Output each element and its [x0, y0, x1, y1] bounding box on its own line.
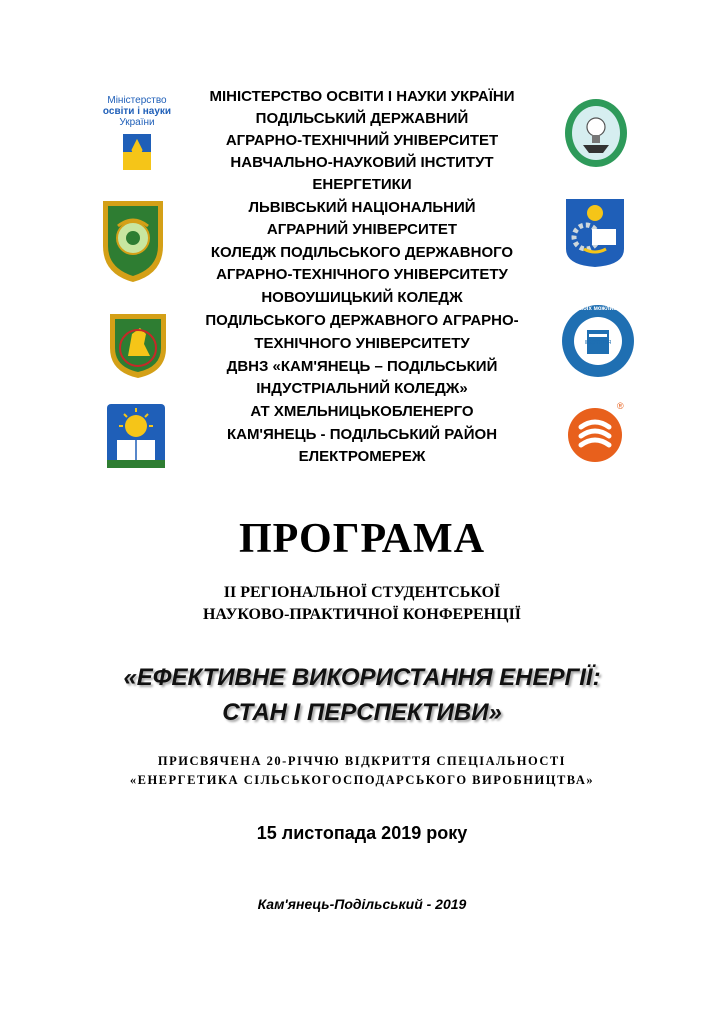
org-line: КАМ'ЯНЕЦЬ - ПОДІЛЬСЬКИЙ РАЙОН — [226, 426, 498, 443]
region-coat-of-arms-logo — [105, 402, 167, 470]
place-and-year: Кам'янець-Подільський - 2019 — [257, 896, 467, 912]
podillia-university-logo — [564, 197, 626, 269]
org-line: ПОДІЛЬСЬКОГО ДЕРЖАВНОГО АГРАРНО- — [205, 312, 519, 329]
shield-crest-icon — [98, 196, 168, 284]
ministry-logo — [102, 95, 172, 179]
ministry-logo-line3: України — [119, 117, 155, 128]
energy-company-emblem-icon — [567, 403, 629, 465]
dedication-line-1: ПРИСВЯЧЕНА 20-РІЧЧЮ ВІДКРИТТЯ СПЕЦІАЛЬНОСТІ — [157, 754, 567, 768]
industrial-college-motto: Світ твоїх можливостей — [562, 306, 634, 312]
org-line: АГРАРНО-ТЕХНІЧНИЙ УНІВЕРСИТЕТ — [225, 132, 499, 149]
gear-book-emblem-icon — [564, 197, 626, 269]
industrial-college-logo — [561, 304, 635, 378]
org-line: ЕНЕРГЕТИКИ — [312, 176, 412, 193]
org-line: АГРАРНО-ТЕХНІЧНОГО УНІВЕРСИТЕТУ — [216, 266, 508, 283]
page-title: ПРОГРАМА — [238, 516, 486, 562]
lion-crest-icon — [106, 310, 170, 380]
sun-book-crest-icon — [105, 402, 167, 470]
org-line: ДВНЗ «КАМ'ЯНЕЦЬ – ПОДІЛЬСЬКИЙ — [226, 358, 498, 375]
org-line: ТЕХНІЧНОГО УНІВЕРСИТЕТУ — [254, 335, 470, 352]
org-line: ЛЬВІВСЬКИЙ НАЦІОНАЛЬНИЙ — [248, 199, 476, 216]
org-line: ПОДІЛЬСЬКИЙ ДЕРЖАВНИЙ — [255, 110, 469, 127]
org-line: МІНІСТЕРСТВО ОСВІТИ І НАУКИ УКРАЇНИ — [209, 88, 515, 105]
khmelnytskoblenergo-logo — [567, 403, 629, 465]
org-line: АГРАРНИЙ УНІВЕРСИТЕТ — [266, 221, 458, 238]
org-line: НАВЧАЛЬНО-НАУКОВИЙ ІНСТИТУТ — [230, 154, 494, 171]
ministry-logo-line2: освіти і науки — [102, 106, 172, 117]
org-line: АТ ХМЕЛЬНИЦЬКОБЛЕНЕРГО — [250, 403, 474, 420]
ministry-flag-icon — [102, 128, 172, 174]
conference-date: 15 листопада 2019 року — [256, 823, 468, 843]
industrial-college-sub: ІНДУСТРІЯ — [584, 340, 612, 346]
novoushytsia-college-logo — [106, 310, 170, 380]
registered-mark: ® — [617, 401, 624, 411]
subtitle-line-1: ІІ РЕГІОНАЛЬНОЇ СТУДЕНТСЬКОЇ — [223, 584, 501, 601]
lviv-university-logo — [98, 196, 168, 284]
energy-institute-logo — [563, 97, 629, 169]
org-line: ЕЛЕКТРОМЕРЕЖ — [298, 448, 426, 465]
lightbulb-emblem-icon — [563, 97, 629, 169]
org-line: КОЛЕДЖ ПОДІЛЬСЬКОГО ДЕРЖАВНОГО — [210, 244, 514, 261]
org-line: ІНДУСТРІАЛЬНИЙ КОЛЕДЖ» — [256, 380, 468, 397]
dedication-line-2: «ЕНЕРГЕТИКА СІЛЬСЬКОГОСПОДАРСЬКОГО ВИРОБНИЦТВА» — [129, 773, 595, 787]
conference-theme-line-1: «ЕФЕКТИВНЕ ВИКОРИСТАННЯ ЕНЕРГІЇ: — [123, 664, 601, 691]
org-line: НОВОУШИЦЬКИЙ КОЛЕДЖ — [261, 289, 463, 306]
ministry-logo-line1: Міністерство — [107, 95, 167, 106]
conference-theme-line-2: СТАН І ПЕРСПЕКТИВИ» — [222, 699, 502, 726]
subtitle-line-2: НАУКОВО-ПРАКТИЧНОЇ КОНФЕРЕНЦІЇ — [202, 606, 522, 623]
